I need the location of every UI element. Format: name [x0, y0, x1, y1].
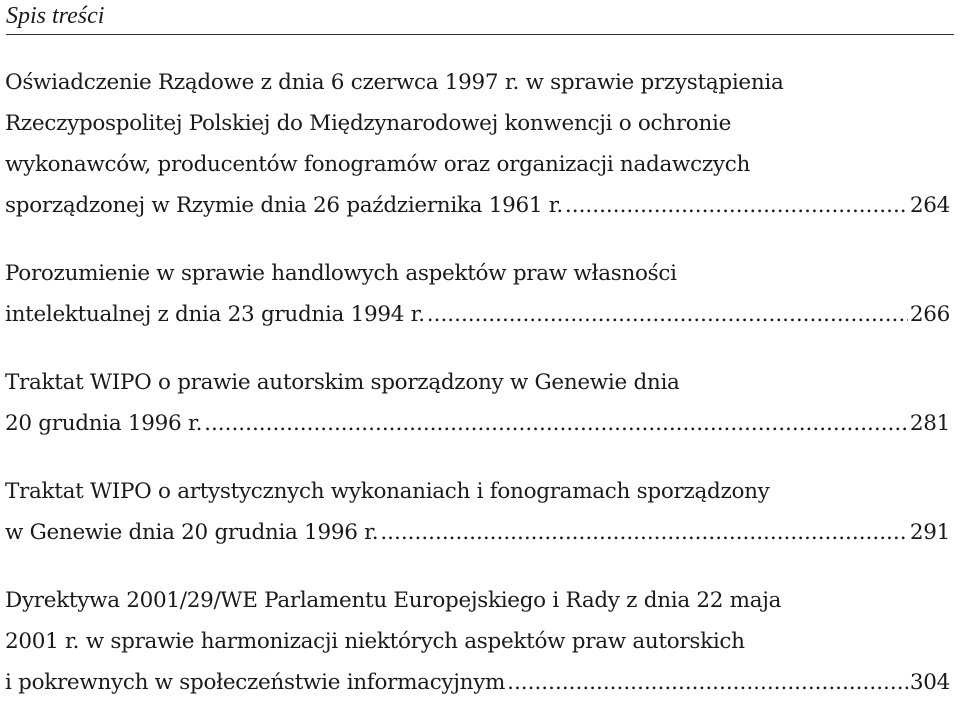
page-number: 264	[909, 193, 950, 218]
toc-entry-text: 20 grudnia 1996 r.	[5, 411, 203, 436]
toc-entry-text: i pokrewnych w społeczeństwie informacyjnym	[5, 670, 506, 695]
toc-entry-text: Rzeczypospolitej Polskiej do Międzynarodowej konwencji o ochronie	[5, 111, 731, 136]
toc-entry-last-line	[5, 403, 950, 444]
toc-entry-last-line	[5, 185, 950, 226]
toc-entry-text: intelektualnej z dnia 23 grudnia 1994 r.	[5, 302, 425, 327]
toc-entry-text: w Genewie dnia 20 grudnia 1996 r.	[5, 520, 379, 545]
toc-entry[interactable]	[5, 62, 950, 226]
toc-entry-last-line	[5, 294, 950, 335]
toc-entry-text: Dyrektywa 2001/29/WE Parlamentu Europejskiego i Rady z dnia 22 maja	[5, 588, 782, 613]
toc-entry[interactable]	[5, 580, 950, 703]
toc-entry-last-line	[5, 662, 950, 703]
page-number: 304	[909, 670, 950, 695]
toc-entry-text: sporządzonej w Rzymie dnia 26 października 1961 r.	[5, 193, 563, 218]
dot-leader	[507, 662, 908, 703]
toc-entry-text: Traktat WIPO o prawie autorskim sporządzony w Genewie dnia	[5, 370, 680, 395]
dot-leader	[565, 185, 908, 226]
dot-leader	[204, 403, 908, 444]
toc-entry[interactable]	[5, 471, 950, 553]
toc-entry-text: 2001 r. w sprawie harmonizacji niektórych aspektów praw autorskich	[5, 629, 745, 654]
page-header	[6, 0, 954, 35]
page-title: Spis treści	[6, 3, 105, 29]
toc-entry-text: Porozumienie w sprawie handlowych aspektów praw własności	[5, 261, 677, 286]
dot-leader	[380, 512, 908, 553]
toc-entry[interactable]	[5, 362, 950, 444]
toc-entry-text: Oświadczenie Rządowe z dnia 6 czerwca 1997 r. w sprawie przystąpienia	[5, 70, 784, 95]
header-divider	[6, 34, 954, 35]
table-of-contents	[5, 62, 950, 703]
toc-entry-last-line	[5, 512, 950, 553]
page-number: 266	[909, 302, 950, 327]
toc-entry-text: Traktat WIPO o artystycznych wykonaniach i fonogramach sporządzony	[5, 479, 770, 504]
toc-entry-text: wykonawców, producentów fonogramów oraz organizacji nadawczych	[5, 152, 750, 177]
page-number: 281	[909, 411, 950, 436]
dot-leader	[427, 294, 908, 335]
page-number: 291	[909, 520, 950, 545]
toc-entry[interactable]	[5, 253, 950, 335]
